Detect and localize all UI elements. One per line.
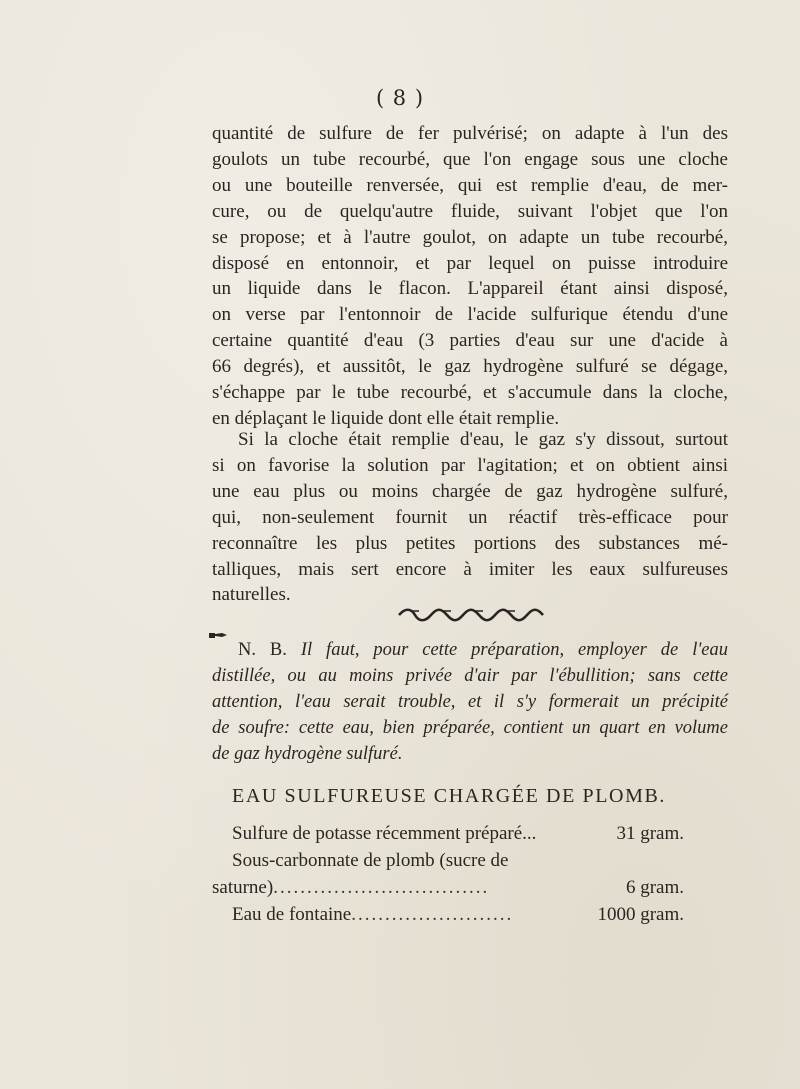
note-text: Il faut, pour cette préparation, employer de l'eau [286, 640, 729, 660]
ingredient-name: Eau de fontaine [232, 904, 352, 925]
ingredient-row [212, 847, 728, 874]
text-line: certaine quantité d'eau (3 parties d'eau sur une d'acide à [212, 330, 728, 352]
note-line: de soufre: cette eau, bien préparée, contient un quart en volume [212, 718, 728, 738]
paragraph-1 [212, 121, 728, 432]
ingredient-list [212, 820, 728, 928]
ingredient-qty: 6 gram. [625, 877, 684, 898]
text-line: Si la cloche était remplie d'eau, le gaz s'y dissout, surtout [238, 429, 728, 450]
text-line: un liquide dans le flacon. L'appareil étant ainsi disposé, [212, 278, 728, 300]
text-line: on verse par l'entonnoir de l'acide sulfurique étendu d'une [212, 304, 728, 326]
text-line: talliques, mais sert encore à imiter les eaux sulfureuses [212, 558, 728, 580]
page-number: ( 8 ) [375, 86, 425, 110]
text-line: disposé en entonnoir, et par lequel on puisse introduire [212, 252, 728, 274]
note-prefix: N. B. [238, 640, 287, 660]
ingredient-row [212, 901, 728, 928]
text-line: goulots un tube recourbé, que l'on engage sous une cloche [212, 148, 728, 170]
paragraph-2 [212, 427, 728, 608]
text-line: s'échappe par le tube recourbé, et s'accumule dans la cloche, [212, 382, 728, 404]
text-line: 66 degrés), et aussitôt, le gaz hydrogène sulfuré se dégage, [212, 356, 728, 378]
text-line: reconnaître les plus petites portions des substances mé- [212, 532, 728, 554]
note-line: distillée, ou au moins privée d'air par l'ébullition; sans cette [212, 666, 728, 686]
ingredient-row [212, 874, 728, 901]
text-line: quantité de sulfure de fer pulvérisé; on adapte à l'un des [212, 123, 728, 144]
wave-ornament-icon [397, 606, 545, 624]
ingredient-name: Sous-carbonnate de plomb (sucre de [232, 850, 509, 871]
ingredient-row [212, 820, 728, 847]
text-line: une eau plus ou moins chargée de gaz hydrogène sulfuré, [212, 480, 728, 502]
ingredient-name: Sulfure de potasse récemment préparé... [232, 823, 537, 844]
section-heading: EAU SULFUREUSE CHARGÉE DE PLOMB. [232, 785, 667, 807]
note-line-1 [212, 637, 728, 663]
ingredient-name: saturne) [212, 877, 274, 898]
note-nb [212, 637, 728, 767]
text-line: en déplaçant le liquide dont elle était remplie. [212, 407, 560, 429]
text-line: qui, non-seulement fournit un réactif très-efficace pour [212, 506, 728, 528]
text-line: naturelles. [212, 584, 291, 606]
text-line: si on favorise la solution par l'agitation; et on obtient ainsi [212, 454, 728, 476]
ingredient-leader: ........................ [351, 904, 514, 925]
ingredient-leader: ................................ [273, 877, 490, 898]
text-line: se propose; et à l'autre goulot, on adapte un tube recourbé, [212, 226, 728, 248]
ingredient-qty: 31 gram. [616, 823, 684, 844]
text-line: ou une bouteille renversée, qui est remplie d'eau, de mer- [212, 174, 728, 196]
note-line: de gaz hydrogène sulfuré. [212, 744, 403, 764]
ingredient-qty: 1000 gram. [597, 904, 684, 925]
note-line: attention, l'eau serait trouble, et il s'y formerait un précipité [212, 692, 728, 712]
text-line: cure, ou de quelqu'autre fluide, suivant l'objet que l'on [212, 200, 728, 222]
